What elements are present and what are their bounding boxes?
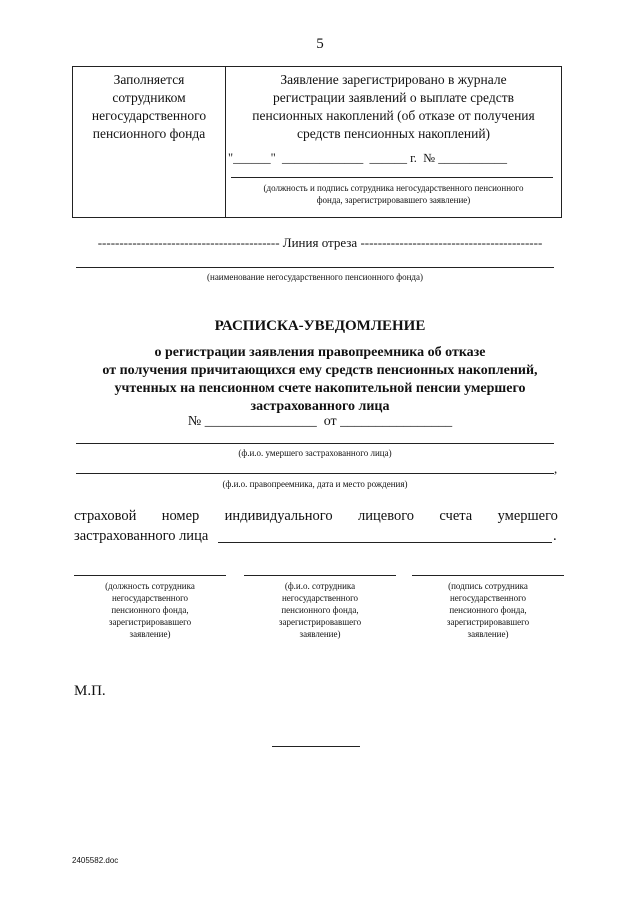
snils-line-end: . bbox=[553, 528, 557, 544]
cut-line: ------------------------------------------ Линия отреза ------------------------------------------ bbox=[97, 235, 543, 250]
registration-caption: (должность и подпись сотрудника негосударственного пенсионного фонда, зарегистрировавшего заявление) bbox=[263, 183, 524, 205]
receipt-number-date-line: № ________________ от ________________ bbox=[187, 414, 453, 429]
deceased-name-caption: (ф.и.о. умершего застрахованного лица) bbox=[238, 448, 392, 458]
registration-statement: Заявление зарегистрировано в журнале регистрации заявлений о выплате средств пенсионных накоплений (об отказе от получения средств пенсионных накоплений) bbox=[252, 72, 535, 141]
fund-name-caption: (наименование негосударственного пенсионного фонда) bbox=[207, 272, 423, 282]
stamp-place: М.П. bbox=[74, 683, 106, 699]
end-rule bbox=[272, 746, 360, 747]
registration-date-number-line: "______" _____________ ______ г. № ___________ bbox=[228, 151, 507, 165]
signature-caption-signature: (подпись сотрудника негосударственного пенсионного фонда, зарегистрировавшего заявление) bbox=[446, 581, 530, 639]
signature-rule-position bbox=[74, 575, 226, 576]
successor-trailing-comma: , bbox=[554, 461, 558, 476]
successor-rule bbox=[76, 473, 554, 474]
successor-caption: (ф.и.о. правопреемника, дата и место рождения) bbox=[222, 479, 408, 489]
filled-by-employee-text: Заполняется сотрудником негосударственного пенсионного фонда bbox=[91, 72, 207, 141]
snils-line-1: страховой номер индивидуального лицевого счета умершего bbox=[74, 508, 558, 524]
signature-caption-position: (должность сотрудника негосударственного пенсионного фонда, зарегистрировавшего заявление) bbox=[105, 581, 195, 639]
registration-box bbox=[72, 66, 562, 218]
signature-caption-name: (ф.и.о. сотрудника негосударственного пенсионного фонда, зарегистрировавшего заявление) bbox=[278, 581, 362, 639]
signature-rule-name bbox=[244, 575, 396, 576]
document-title: РАСПИСКА-УВЕДОМЛЕНИЕ bbox=[214, 318, 426, 334]
document-subtitle: о регистрации заявления правопреемника об отказе от получения причитающихся ему средств пенсионных накоплений, учтенных на пенсионном счете накопительной пенсии умершего застрахованного лица bbox=[102, 345, 538, 414]
signature-rule-signature bbox=[412, 575, 564, 576]
fund-name-rule bbox=[76, 267, 554, 268]
snils-rule bbox=[218, 542, 552, 543]
snils-line-2-label: застрахованного лица bbox=[74, 528, 209, 544]
page-number: 5 bbox=[316, 36, 324, 52]
deceased-name-rule bbox=[76, 443, 554, 444]
footer-file-code: 2405582.doc bbox=[72, 856, 119, 865]
signature-rule bbox=[231, 177, 553, 178]
